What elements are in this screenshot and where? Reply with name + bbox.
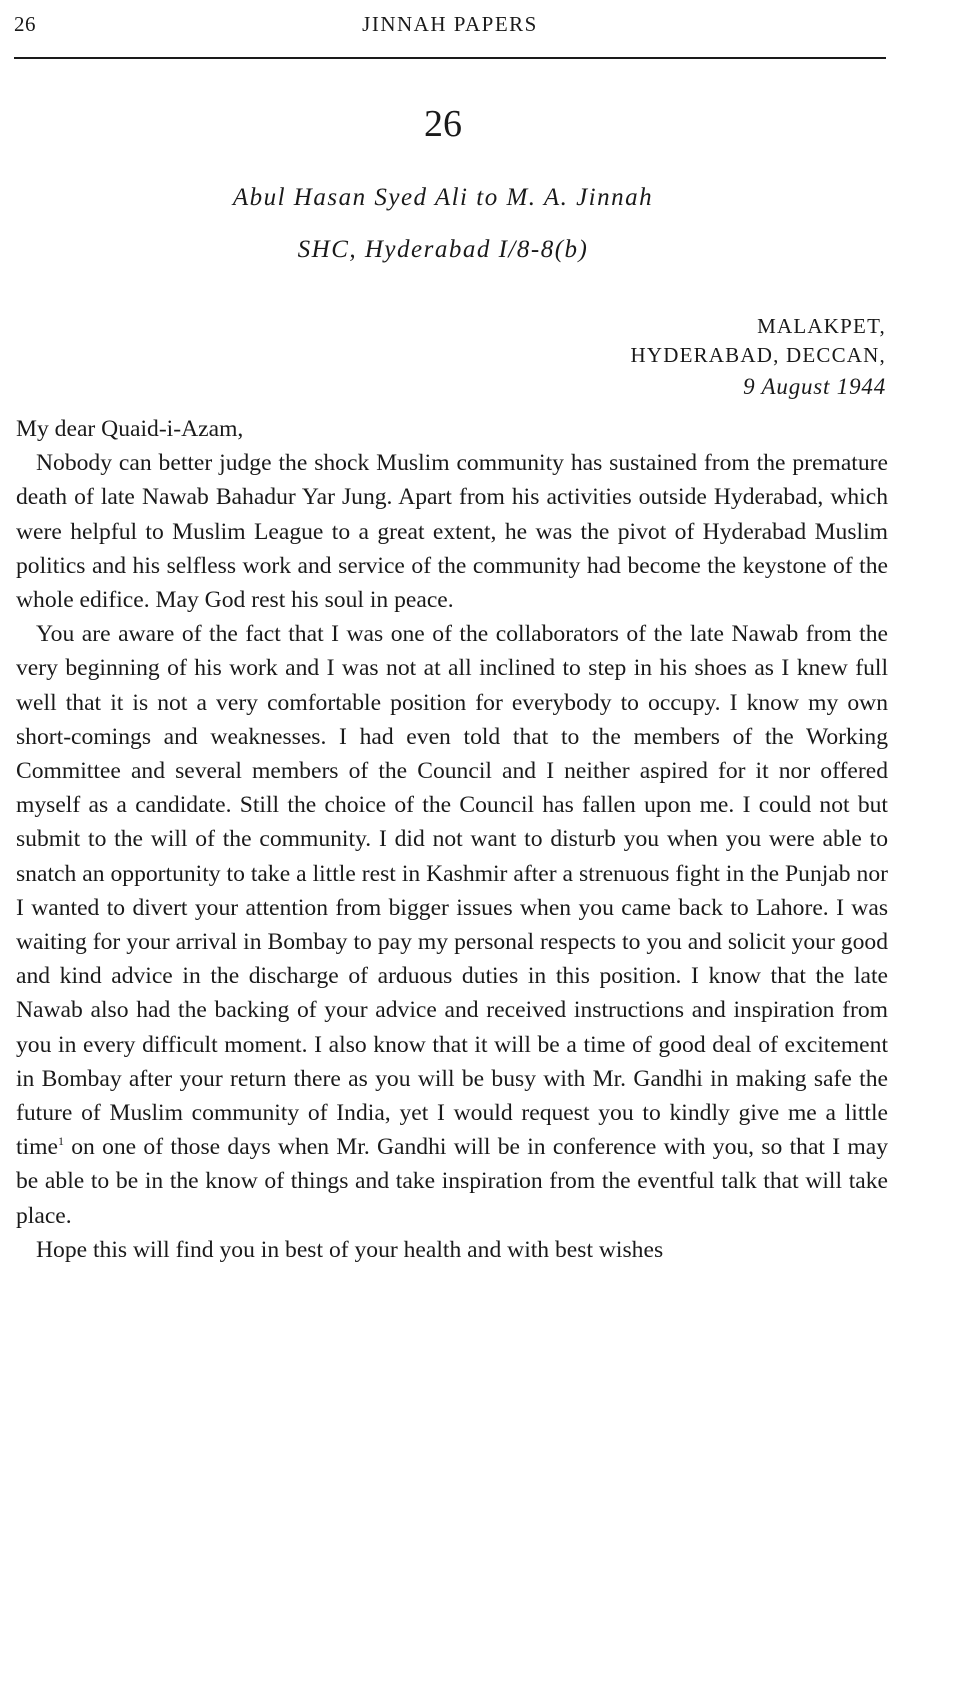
footnote-marker: 1 [57, 1134, 64, 1149]
document-title: Abul Hasan Syed Ali to M. A. Jinnah [232, 184, 654, 211]
document-number: 26 [424, 103, 462, 145]
paragraph-2-text: You are aware of the fact that I was one of the collaborators of the late Nawab from the very beginning of his work and I was not at all inclined to step in his shoes as I knew full well that it is not a very comfortable position for everybody to occupy. I know my own short-comings and weaknesses. I had even told that to the members of the Working Committee and several members of the Council and I neither aspired for it nor offered myself as a candidate. Still the choice of the Council has fallen upon me. I could not but submit to the will of the community. I did not want to disturb you when you were able to snatch an opportunity to take a little rest in Kashmir after a strenuous fight in the Punjab nor I wanted to divert your attention from bigger issues when you came back to Lahore. I was waiting for your arrival in Bombay to pay my personal respects to you and solicit your good and kind advice in the discharge of arduous duties in this position. I know that the late Nawab also had the backing of your advice and received instructions and inspiration from you in every difficult moment. I also know that it will be a time of good deal of excitement in Bombay after your return there as you will be busy with Mr. Gandhi in making safe the future of Muslim community of India, yet I would request you to kindly give me a little time [16, 621, 888, 1161]
paragraph-2 [16, 617, 888, 1233]
page-header [14, 8, 886, 48]
address-line-2: HYDERABAD, DECCAN, [630, 343, 886, 367]
salutation: My dear Quaid-i-Azam, [16, 416, 244, 442]
paragraph-2-continuation: on one of those days when Mr. Gandhi will be in conference with you, so that I may be able to be in the know of things and take inspiration from the eventful talk that will take place. [16, 1134, 888, 1229]
paragraph-1: Nobody can better judge the shock Muslim community has sustained from the premature death of late Nawab Bahadur Yar Jung. Apart from his activities outside Hyderabad, which were helpful to Muslim League to a great extent, he was the pivot of Hyderabad Muslim politics and his selfless work and service of the community had become the keystone of the whole edifice. May God rest his soul in peace. [16, 450, 888, 614]
running-head: JINNAH PAPERS [362, 12, 538, 36]
paragraph-3: Hope this will find you in best of your health and with best wishes [36, 1236, 664, 1263]
document-source: SHC, Hyderabad I/8-8(b) [297, 236, 589, 263]
letter-date: 9 August 1944 [743, 374, 886, 399]
address-line-1: MALAKPET, [757, 314, 886, 338]
header-rule [14, 57, 886, 59]
page-number: 26 [14, 12, 36, 36]
letter-body [16, 412, 888, 1267]
